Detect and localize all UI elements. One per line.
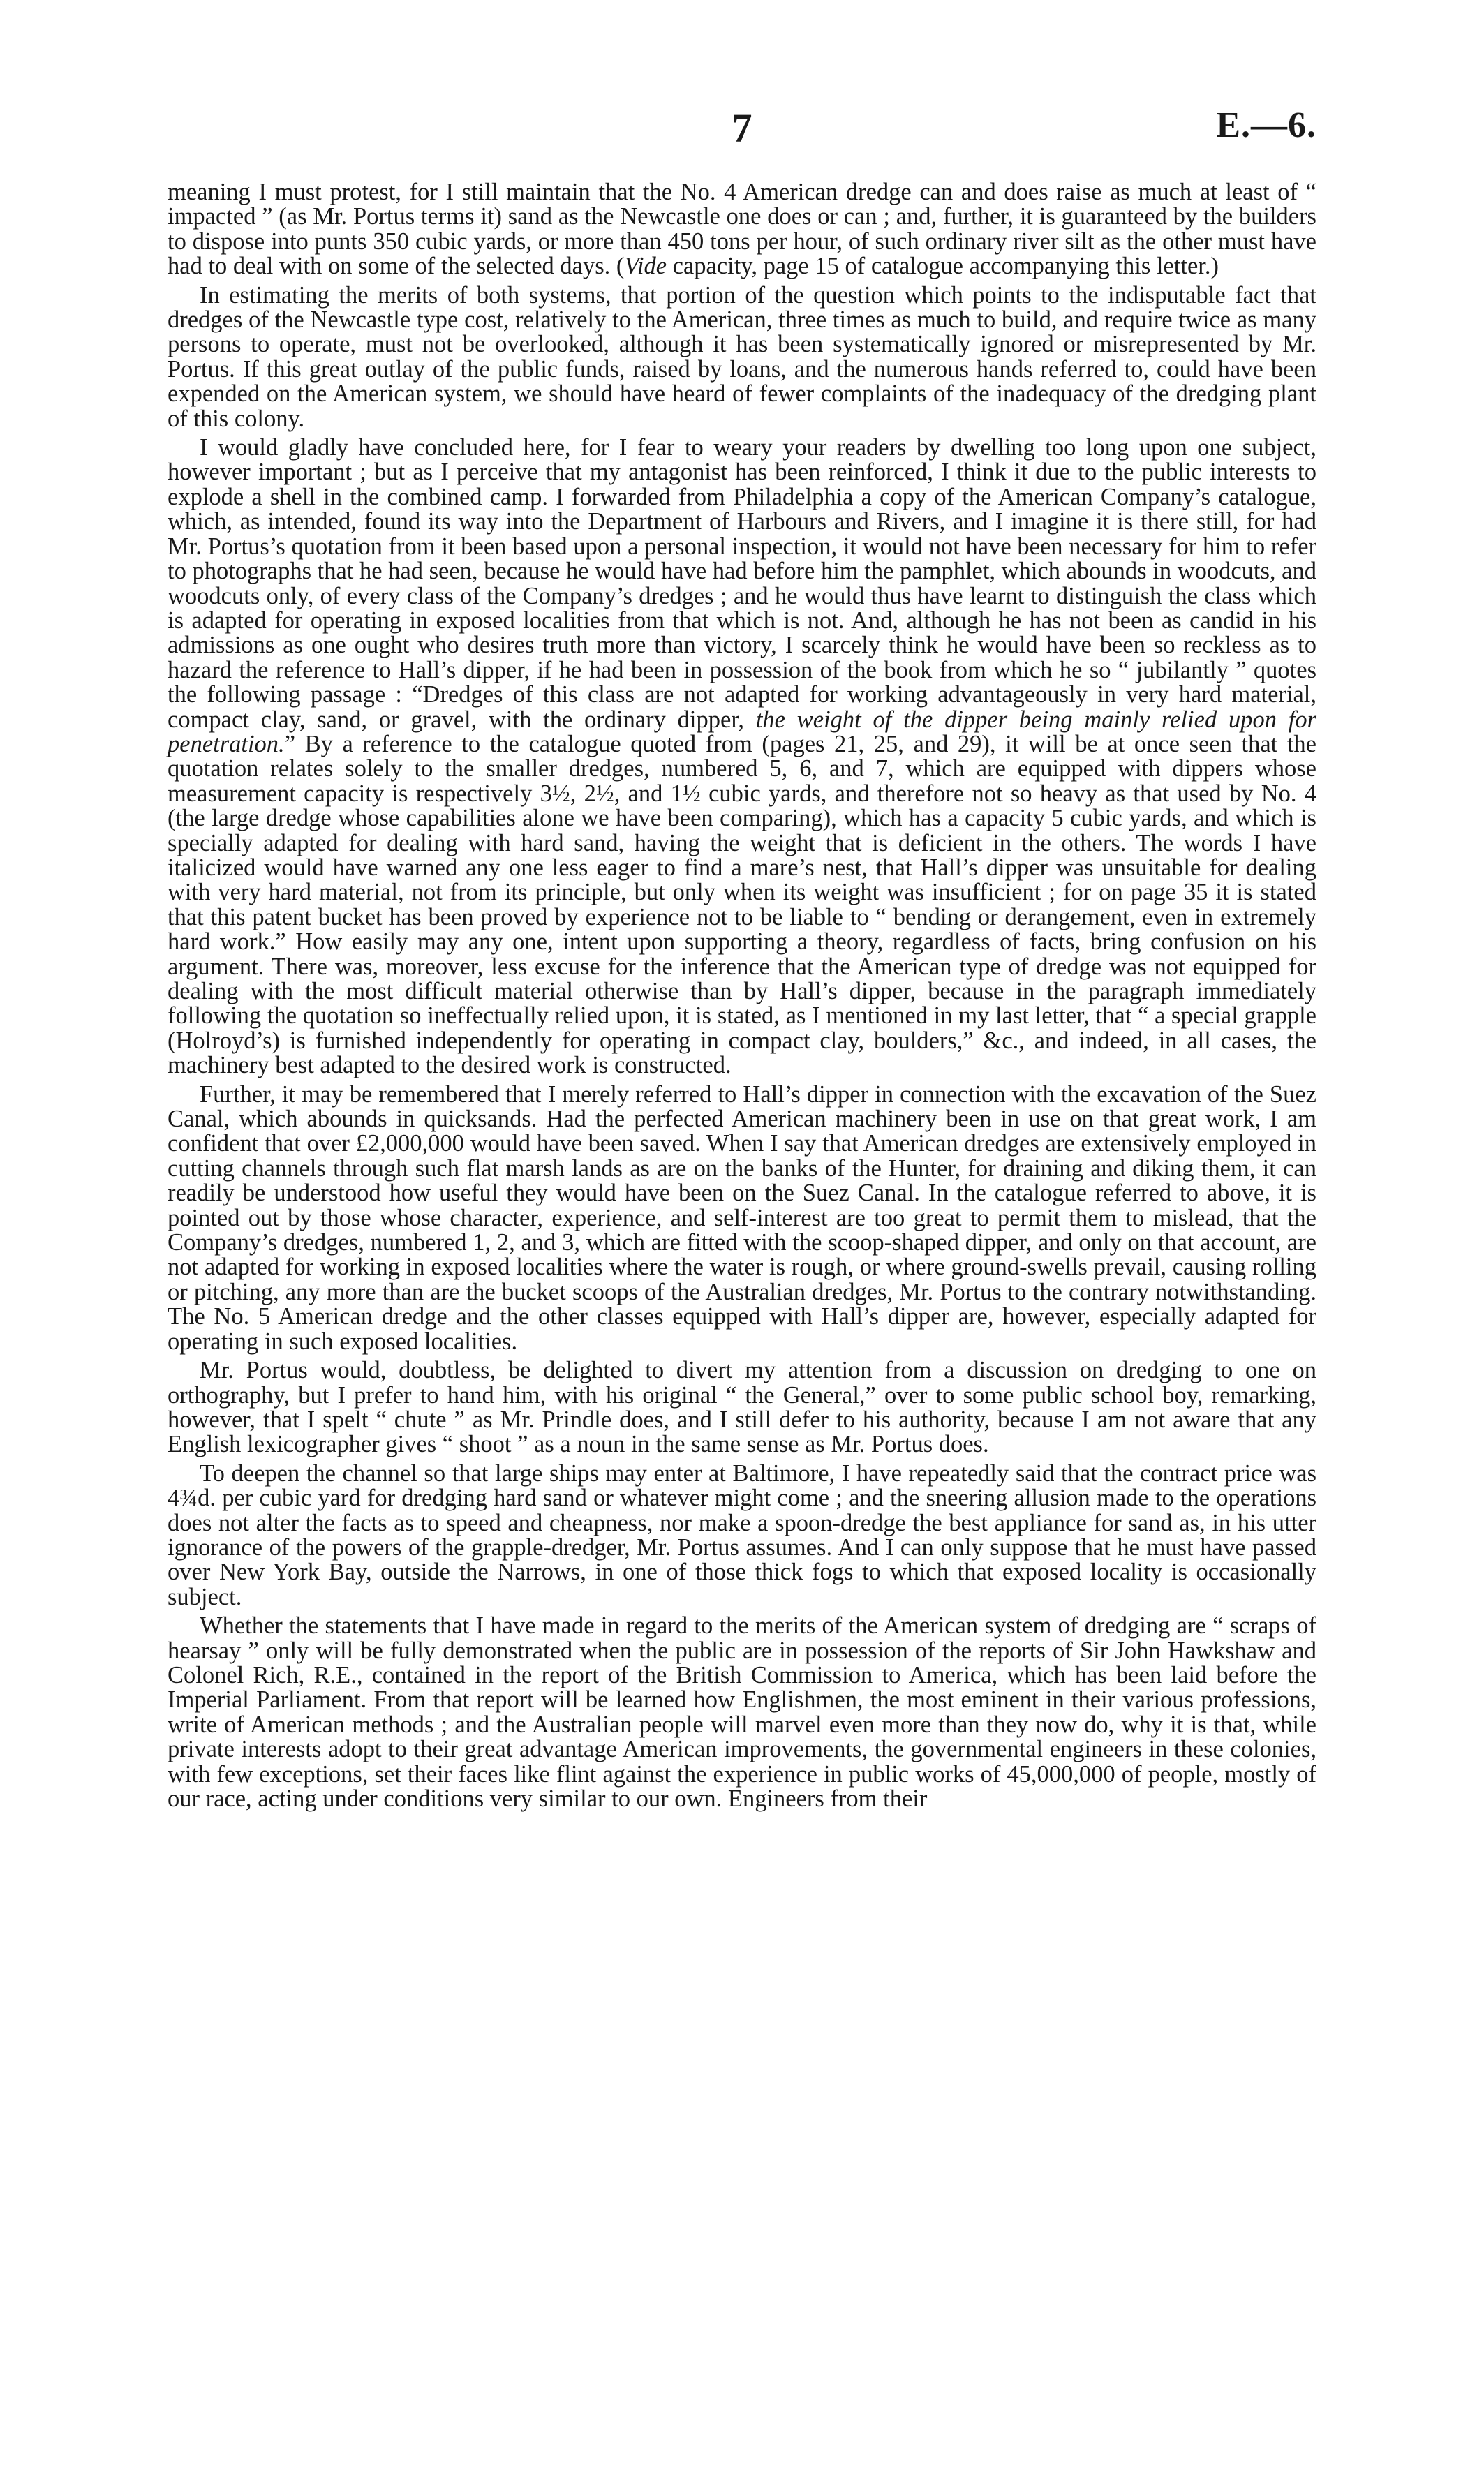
page-header [168, 105, 1316, 161]
paragraph [168, 283, 1316, 431]
paragraph [168, 1614, 1316, 1811]
paragraph [168, 1462, 1316, 1610]
body-text [168, 180, 1316, 1811]
paragraph-text: I would gladly have concluded here, for I fear to weary your readers by dwelling too long upon one subject, however important ; but as I perceive that my antagonist has been reinforced, I think it due to the public interests to explode a shell in the combined camp. I forwarded from Philadelphia a copy of the American Company’s catalogue, which, as intended, found its way into the Department of Harbours and Rivers, and I imagine it is there still, for had Mr. Portus’s quotation from it been based upon a personal inspection, it would not have been necessary for him to refer to photographs that he had seen, because he would have had before him the pamphlet, which abounds in woodcuts, and woodcuts only, of every class of the Company’s dredges ; and he would thus have learnt to distinguish the class which is adapted for operating in exposed localities from that which is not. And, although he has not been as candid in his admissions as one ought who desires truth more than victory, I scarcely think he would have been so reckless as to hazard the reference to Hall’s dipper, if he had been in possession of the book from which he so “ jubilantly ” quotes the following passage : “Dredges of this class are not adapted for working advantageously in very hard material, compact clay, sand, or gravel, with the ordinary dipper, [168, 434, 1316, 733]
paragraph [168, 1080, 1316, 1355]
paragraph [168, 180, 1316, 279]
paragraph-text: meaning I must protest, for I still maintain that the No. 4 American dredge can and does raise as much at least of “ impacted ” (as Mr. Portus terms it) sand as the Newcastle one does or can ; and, further, it is guaranteed by the builders to dispose into punts 350 cubic yards, or more than 450 tons per hour, of such ordinary river silt as the other must have had to deal with on some of the selected days. ( [168, 179, 1316, 280]
paragraph [168, 436, 1316, 1078]
paragraph-text: To deepen the channel so that large ships may enter at Baltimore, I have repeatedly said that the contract price was 4¾d. per cubic yard for dredging hard sand or whatever might come ; and the sneering allusion made to the operations does not alter the facts as to speed and cheapness, nor make a spoon-dredge the best appliance for sand as, in his utter ignorance of the powers of the grapple-dredger, Mr. Portus assumes. And I can only suppose that he must have passed over New York Bay, outside the Narrows, in one of those thick fogs to which that exposed locality is occasionally subject. [168, 1460, 1316, 1610]
document-reference: E.—6. [1216, 105, 1316, 145]
paragraph-text: In estimating the merits of both systems, that portion of the question which points to the indisputable fact that dredges of the Newcastle type cost, relatively to the American, three times as much to build, and require twice as many persons to operate, must not be overlooked, although it has been systematically ignored or misrepresented by Mr. Portus. If this great outlay of the public funds, raised by loans, and the numerous hands referred to, could have been expended on the American system, we should have heard of fewer complaints of the inadequacy of the dredging plant of this colony. [168, 281, 1316, 432]
paragraph-text: Whether the statements that I have made in regard to the merits of the American system of dredging are “ scraps of hearsay ” only will be fully demonstrated when the public are in possession of the reports of Sir John Hawkshaw and Colonel Rich, R.E., contained in the report of the British Commission to America, which has been laid before the Imperial Parliament. From that report will be learned how Englishmen, the most eminent in their various professions, write of American methods ; and the Australian people will marvel even more than they now do, why it is that, while private interests adopt to their great advantage American improvements, the governmental engineers in these colonies, with few exceptions, set their faces like flint against the experience in public works of 45,000,000 of people, mostly of our race, acting under conditions very similar to our own. Engineers from their [168, 1612, 1316, 1812]
paragraph-italic-text: Vide [624, 253, 667, 280]
paragraph [168, 1358, 1316, 1457]
paragraph-italic-text: the weight of the dipper being mainly relied upon for penetration. [168, 706, 1317, 757]
paragraph-text: Further, it may be remembered that I merely referred to Hall’s dipper in connection with the excavation of the Suez Canal, which abounds in quicksands. Had the perfected American machinery been in use on that great work, I am confident that over £2,000,000 would have been saved. When I say that American dredges are extensively employed in cutting channels through such flat marsh lands as are on the banks of the Hunter, for draining and diking them, it can readily be understood how useful they would have been on the Suez Canal. In the catalogue referred to above, it is pointed out by those whose character, experience, and self-interest are too great to permit them to mislead, that the Company’s dredges, numbered 1, 2, and 3, which are fitted with the scoop-shaped dipper, and only on that account, are not adapted for working in exposed localities where the water is rough, or where ground-swells prevail, causing rolling or pitching, any more than are the bucket scoops of the Australian dredges, Mr. Portus to the contrary notwithstanding. The No. 5 American dredge and the other classes equipped with Hall’s dipper are, however, especially adapted for operating in such exposed localities. [168, 1080, 1316, 1355]
paragraph-text: Mr. Portus would, doubtless, be delighted to divert my attention from a discussion on dredging to one on orthography, but I prefer to hand him, with his original “ the General,” over to some public school boy, remarking, however, that I spelt “ chute ” as Mr. Prindle does, and I still defer to his authority, because I am not aware that any English lexicographer gives “ shoot ” as a noun in the same sense as Mr. Portus does. [168, 1357, 1316, 1458]
paragraph-text-continued: capacity, page 15 of catalogue accompanying this letter.) [667, 253, 1219, 280]
page-number: 7 [732, 105, 752, 151]
paragraph-text-continued: ” By a reference to the catalogue quoted from (pages 21, 25, and 29), it will be at once seen that the quotation relates solely to the smaller dredges, numbered 5, 6, and 7, which are equipped with dippers whose measurement capacity is respectively 3½, 2½, and 1½ cubic yards, and therefore not so heavy as that used by No. 4 (the large dredge whose capabilities alone we have been comparing), which has a capacity 5 cubic yards, and which is specially adapted for dealing with hard sand, having the weight that is deficient in the others. The words I have italicized would have warned any one less eager to find a mare’s nest, that Hall’s dipper was unsuitable for dealing with very hard material, not from its principle, but only when its weight was insufficient ; for on page 35 it is stated that this patent bucket has been proved by experience not to be liable to “ bending or derangement, even in extremely hard work.” How easily may any one, intent upon supporting a theory, regardless of facts, bring confusion on his argument. There was, moreover, less excuse for the inference that the American type of dredge was not equipped for dealing with the most difficult material otherwise than by Hall’s dipper, because in the paragraph immediately following the quotation so ineffectually relied upon, it is stated, as I mentioned in my last letter, that “ a special grapple (Holroyd’s) is furnished independently for operating in compact clay, boulders,” &c., and indeed, in all cases, the machinery best adapted to the desired work is constructed. [168, 730, 1316, 1079]
